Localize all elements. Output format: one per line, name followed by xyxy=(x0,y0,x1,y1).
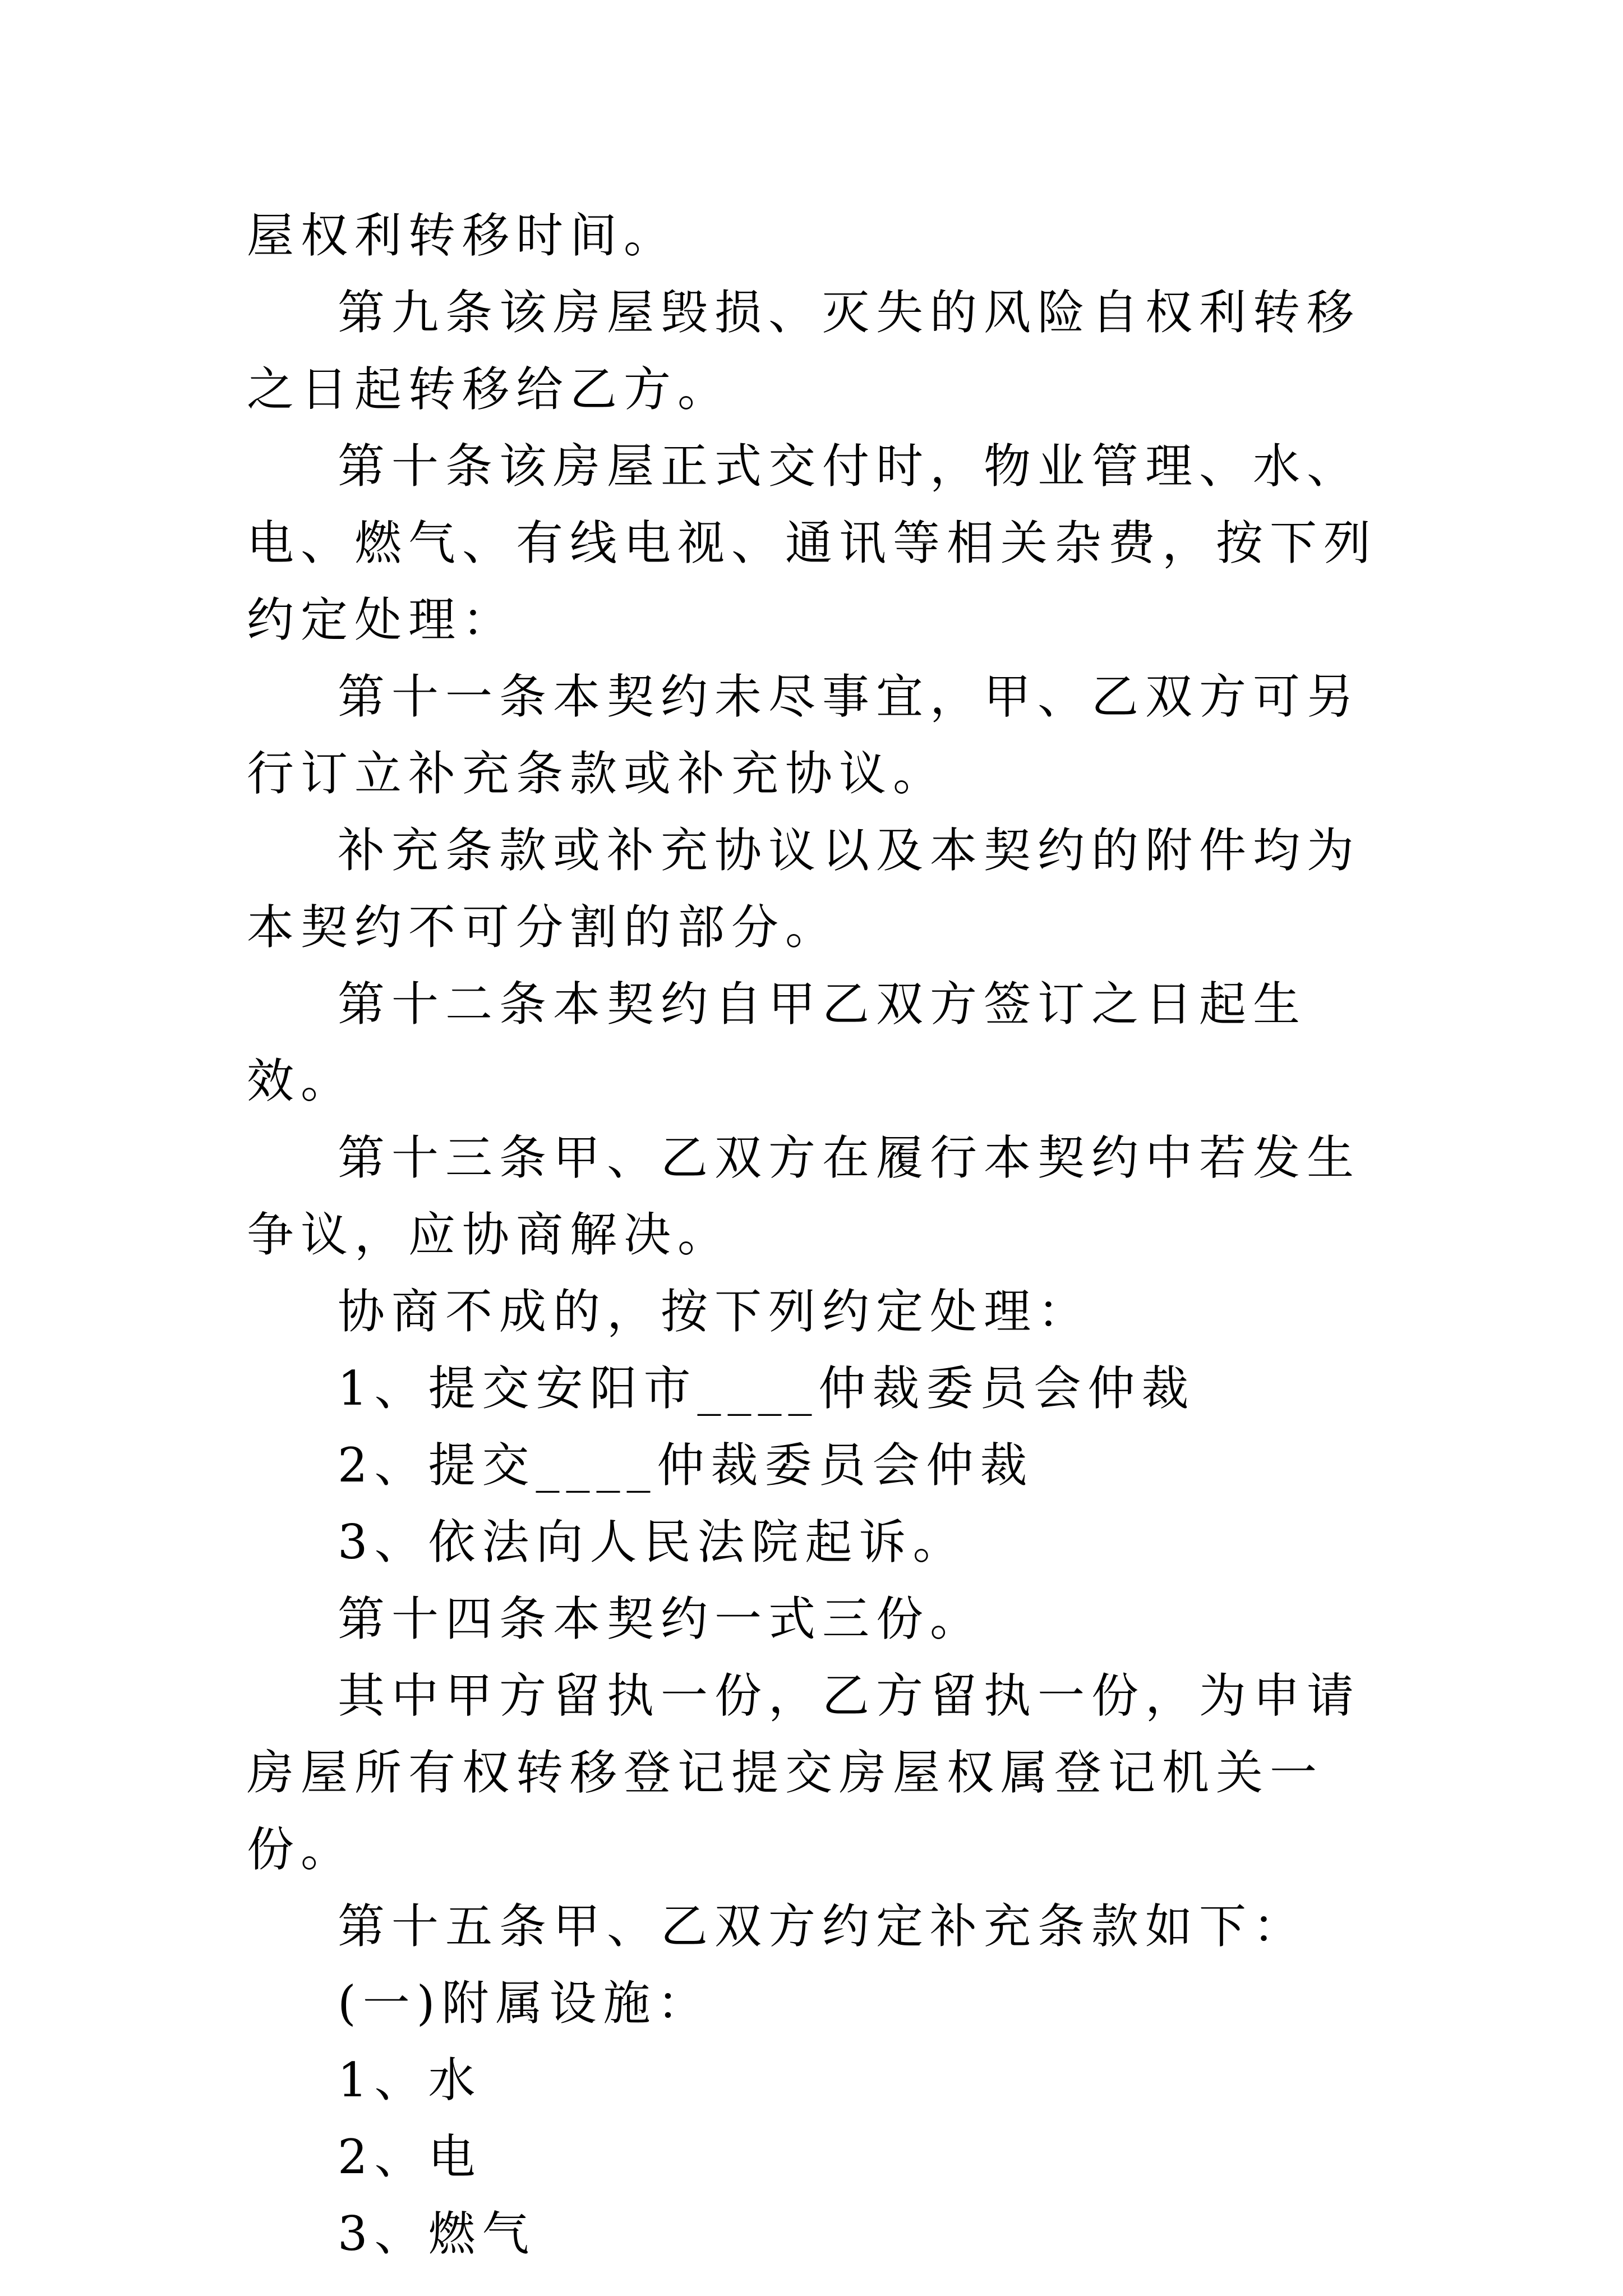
heading-attached-facilities: (一)附属设施： xyxy=(338,1976,711,2031)
paragraph-article-12: 第十二条本契约自甲乙双方签订之日起生效。 xyxy=(247,977,1307,1108)
list-item-dispute-3: 3、依法向人民法院起诉。 xyxy=(338,1515,967,1570)
paragraph-article-10: 第十条该房屋正式交付时，物业管理、水、电、燃气、有线电视、通讯等相关杂费，按下列约定处理： xyxy=(247,439,1378,647)
list-item-dispute-1: 1、提交安阳市____仲裁委员会仲裁 xyxy=(338,1361,1196,1416)
list-item-electricity: 2、电 xyxy=(338,2129,482,2184)
paragraph-copies-detail: 其中甲方留执一份，乙方留执一份，为申请房屋所有权转移登记提交房屋权属登记机关一份。 xyxy=(247,1668,1361,1877)
paragraph-article-14: 第十四条本契约一式三份。 xyxy=(338,1591,984,1646)
list-item-gas: 3、燃气 xyxy=(338,2206,536,2261)
paragraph-article-13: 第十三条甲、乙双方在履行本契约中若发生争议，应协商解决。 xyxy=(247,1130,1361,1262)
paragraph-dispute-intro: 协商不成的，按下列约定处理： xyxy=(338,1284,1092,1339)
paragraph-article-11: 第十一条本契约未尽事宜，甲、乙双方可另行订立补充条款或补充协议。 xyxy=(247,669,1361,801)
paragraph-article-15: 第十五条甲、乙双方约定补充条款如下： xyxy=(338,1899,1307,1954)
list-item-water: 1、水 xyxy=(338,2053,482,2108)
paragraph-article-9: 第九条该房屋毁损、灭失的风险自权利转移之日起转移给乙方。 xyxy=(247,285,1361,417)
document-body xyxy=(247,197,1402,2272)
paragraph-supplement-note: 补充条款或补充协议以及本契约的附件均为本契约不可分割的部分。 xyxy=(247,823,1361,955)
list-item-dispute-2: 2、提交____仲裁委员会仲裁 xyxy=(338,1438,1034,1493)
paragraph-continuation: 屋权利转移时间。 xyxy=(247,208,678,263)
